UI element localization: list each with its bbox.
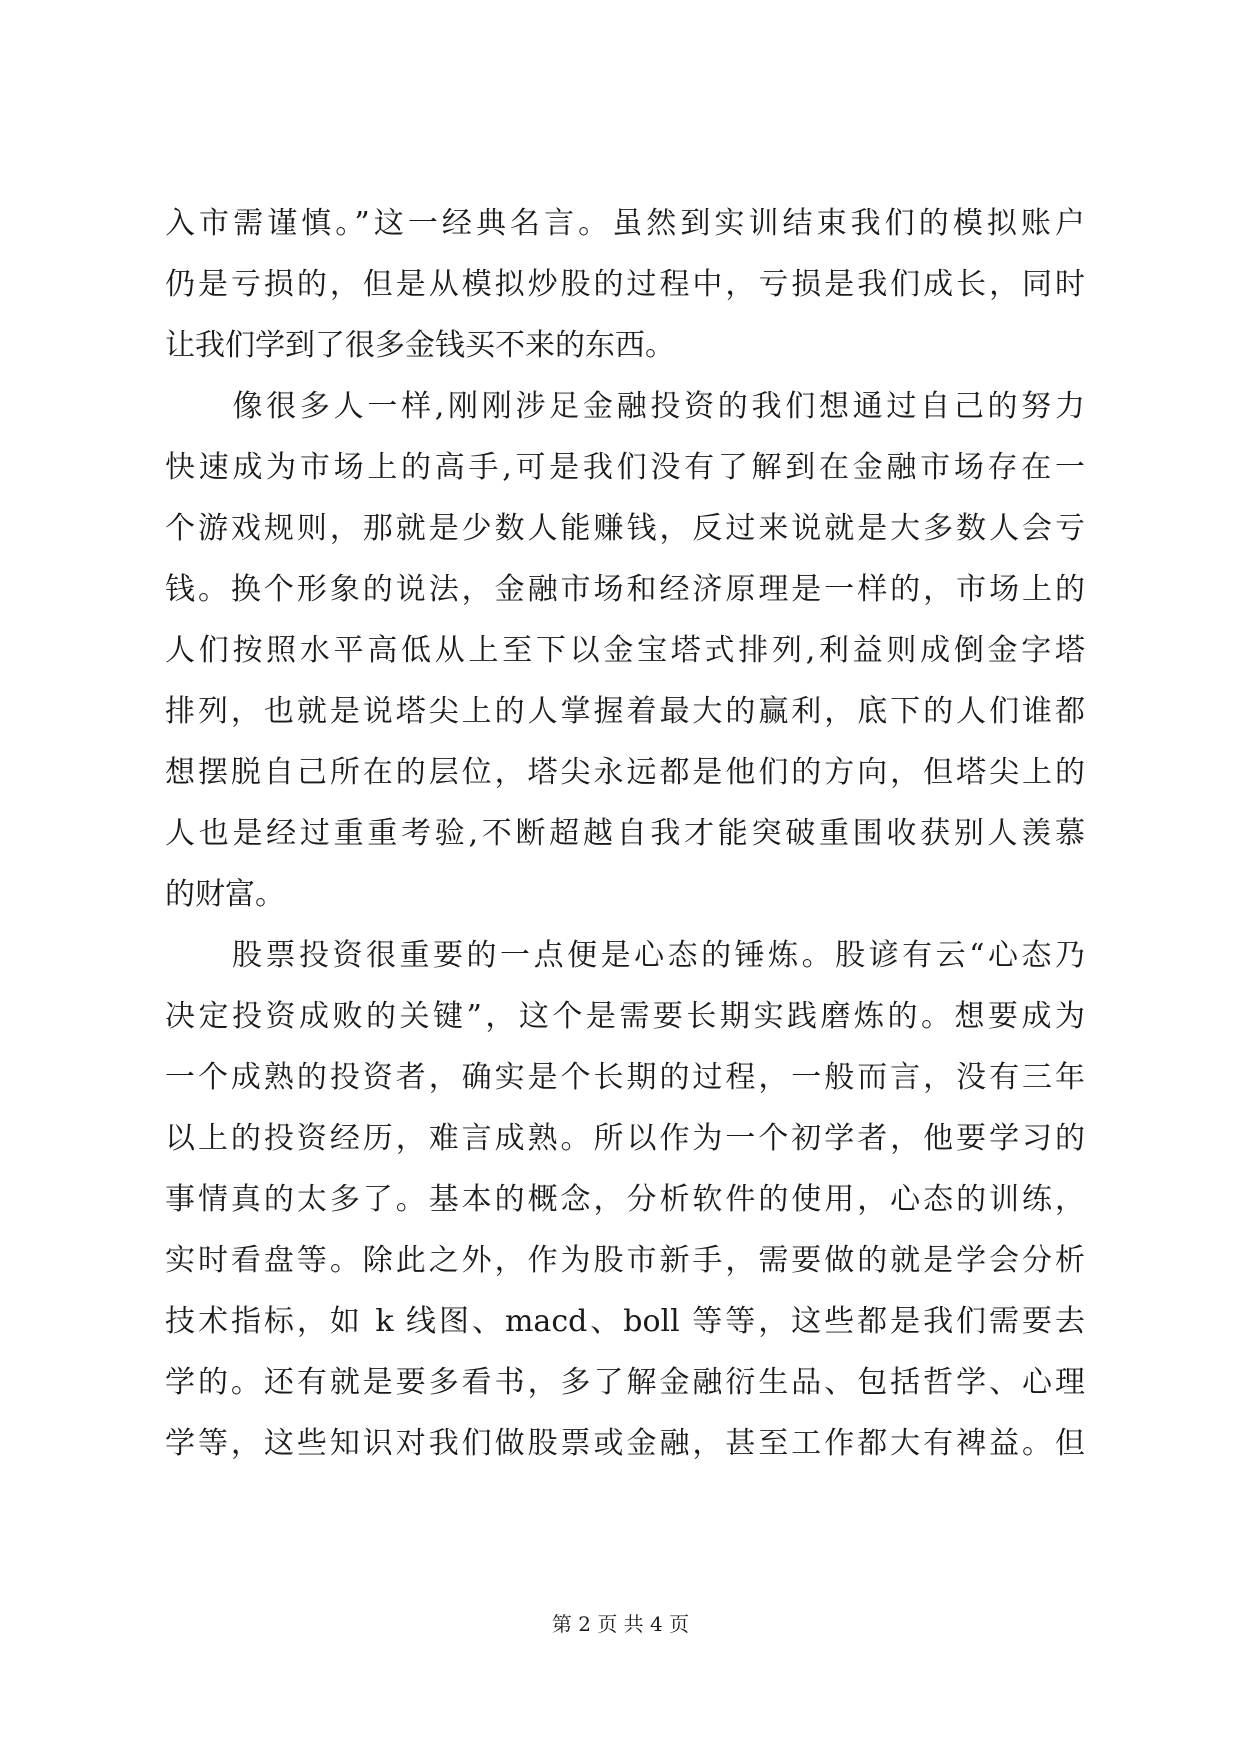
- text-line: 实时看盘等。除此之外，作为股市新手，需要做的就是学会分析: [165, 1243, 1085, 1278]
- text-line: 一个成熟的投资者，确实是个长期的过程，一般而言，没有三年: [165, 1060, 1085, 1095]
- text-line: 仍是亏损的，但是从模拟炒股的过程中，亏损是我们成长，同时: [165, 267, 1085, 302]
- text-line: 技术指标，如 k 线图、macd、boll 等等，这些都是我们需要去: [165, 1304, 1085, 1339]
- text-line: 钱。换个形象的说法，金融市场和经济原理是一样的，市场上的: [165, 572, 1085, 607]
- text-line: 人们按照水平高低从上至下以金宝塔式排列,利益则成倒金字塔: [165, 633, 1085, 668]
- text-line: 排列，也就是说塔尖上的人掌握着最大的赢利，底下的人们谁都: [165, 694, 1085, 729]
- text-line: 决定投资成败的关键”，这个是需要长期实践磨炼的。想要成为: [165, 999, 1085, 1034]
- text-line: 像很多人一样,刚刚涉足金融投资的我们想通过自己的努力: [165, 389, 1085, 424]
- text-line: 想摆脱自己所在的层位，塔尖永远都是他们的方向，但塔尖上的: [165, 755, 1085, 790]
- text-line: 快速成为市场上的高手,可是我们没有了解到在金融市场存在一: [165, 450, 1085, 485]
- text-line: 学的。还有就是要多看书，多了解金融衍生品、包括哲学、心理: [165, 1365, 1085, 1400]
- text-line: 以上的投资经历，难言成熟。所以作为一个初学者，他要学习的: [165, 1121, 1085, 1156]
- text-line: 人也是经过重重考验,不断超越自我才能突破重围收获别人羡慕: [165, 816, 1085, 851]
- text-line: 的财富。: [165, 877, 285, 912]
- text-line: 个游戏规则，那就是少数人能赚钱，反过来说就是大多数人会亏: [165, 511, 1085, 546]
- text-line: 让我们学到了很多金钱买不来的东西。: [165, 328, 675, 363]
- text-line: 事情真的太多了。基本的概念，分析软件的使用，心态的训练，: [165, 1182, 1085, 1217]
- text-line: 股票投资很重要的一点便是心态的锤炼。股谚有云“心态乃: [165, 938, 1085, 973]
- text-line: 学等，这些知识对我们做股票或金融，甚至工作都大有裨益。但: [165, 1426, 1085, 1461]
- page-number-footer: 第 2 页 共 4 页: [551, 1612, 690, 1636]
- text-line: 入市需谨慎。”这一经典名言。虽然到实训结束我们的模拟账户: [165, 206, 1085, 241]
